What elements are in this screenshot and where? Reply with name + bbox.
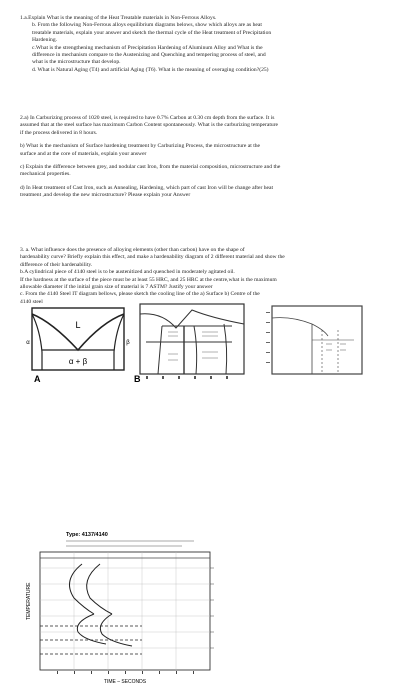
it-diagram-title: Type: 4137/4140 xyxy=(66,532,108,538)
q2-a-line3: if the process delivered in 8 hours. xyxy=(20,129,98,136)
q3-a-line1: 3. a. What influence does the presence of alloying elements (other than carbon) have on the shape of xyxy=(20,247,245,253)
q1-b-line2: treatable materials, explain your answer and sketch the thermal cycle of the Heat treatment of Precipitation xyxy=(32,29,272,36)
diagram-b-label: B xyxy=(134,374,141,384)
q3-b-line3: allowable diameter if the initial grain size of material is 7 ASTM? Justify your answer xyxy=(20,284,213,291)
q1-c-line2: difference in mechanism compare to the Austenizing and Quenching and tempering process of steel, and xyxy=(32,52,266,59)
it-diagram-x-label: TIME – SECONDS xyxy=(103,679,147,685)
diagram-a-liquid-label: L xyxy=(75,320,81,330)
q2-b-line2: surface and at the core of materials, explain your answer xyxy=(20,150,147,157)
phase-diagram-a xyxy=(22,300,132,385)
q1-c-line3: what is the microstructure that develop. xyxy=(32,59,121,66)
diagram-a-beta-label: β xyxy=(126,340,130,346)
q2-c-line1: c) Explain the difference between grey, and nodular cast Iron, from the material composition, microstructure and the xyxy=(20,164,281,171)
it-diagram-frame xyxy=(40,552,210,670)
q2-a-line1: 2.a) In Carburizing process of 1020 steel, is required to have 0.7% Carbon at 0.30 cm depth from the surface. It is xyxy=(20,115,275,121)
q3-c-line1: c. From the 4140 Steel IT diagram bellows, please sketch the cooling line of the a) Surface b) Centre of the xyxy=(20,291,260,298)
q2-b-line1: b) What is the mechanism of Surface hardening treatment by Carburizing Process, the microstructure at the xyxy=(20,143,261,150)
it-diagram-x-ticks xyxy=(57,671,194,674)
diagram-a-label: A xyxy=(34,374,41,384)
q3-b-line2: If the hardness at the surface of the piece must be at least 55 HRC, and 25 HRC at the centre,what is the maximum xyxy=(20,276,277,283)
diagram-a-alpha-beta-label: α + β xyxy=(68,357,88,366)
q1-d: d. What is Natural Aging (T4) and artificial Aging (T6). What is the meaning of overaging condition?(25) xyxy=(32,66,269,73)
diagram-b-frame xyxy=(140,304,244,374)
question-2 xyxy=(20,115,392,200)
question-1 xyxy=(20,15,392,74)
it-diagram-header-lines xyxy=(66,541,194,546)
q2-c-line2: mechanical properties. xyxy=(20,171,71,178)
q3-c-line2: 4140 steel xyxy=(20,298,43,305)
phase-diagram-b xyxy=(132,298,252,388)
q1-b-line3: Hardening. xyxy=(32,37,58,44)
diagram-a-alpha-label: α xyxy=(26,340,30,346)
diagram-b-axis-ticks xyxy=(146,376,228,379)
it-diagram-y-label: TEMPERATURE xyxy=(26,582,32,620)
it-diagram-4140 xyxy=(22,528,222,688)
q1-b-line1: b. From the following Non-Ferrous alloys equilibrium diagrams belows, show which alloys are as heat xyxy=(32,22,262,29)
q3-a-line3: difference of their hardenability. xyxy=(20,261,93,268)
q1-a: 1.a.Explain What is the meaning of the Heat Treatable materials in Non-Ferrous Alloys. xyxy=(20,15,217,21)
q3-a-line2: hardenability curve? Briefly explain this effect, and make a hardenability diagram of 2 different material and show the xyxy=(20,254,285,261)
q3-b-line1: b.A cylindrical piece of 4140 steel is to be austenitized and quenched in moderately agitated oil. xyxy=(20,269,235,276)
it-diagram-right-scale xyxy=(210,568,214,648)
phase-diagram-c xyxy=(262,300,372,385)
q2-d-line2: treatment ,and develop the new microstructure? Please explain your Answer xyxy=(20,192,191,199)
q2-a-line2: assumed that at the steel surface has maximum Carbon Content spontaneously. What is the carburizing temperature xyxy=(20,122,279,129)
q1-c-line1: c.What is the strengthening mechanism of Precipitation Hardening of Aluminum Alloy and What is the xyxy=(32,44,263,51)
diagram-c-axis-ticks xyxy=(266,312,270,363)
q2-d-line1: d) In Heat treatment of Cast Iron, such as Annealing, Hardening, which part of cast Iron will be change after heat xyxy=(20,184,274,191)
